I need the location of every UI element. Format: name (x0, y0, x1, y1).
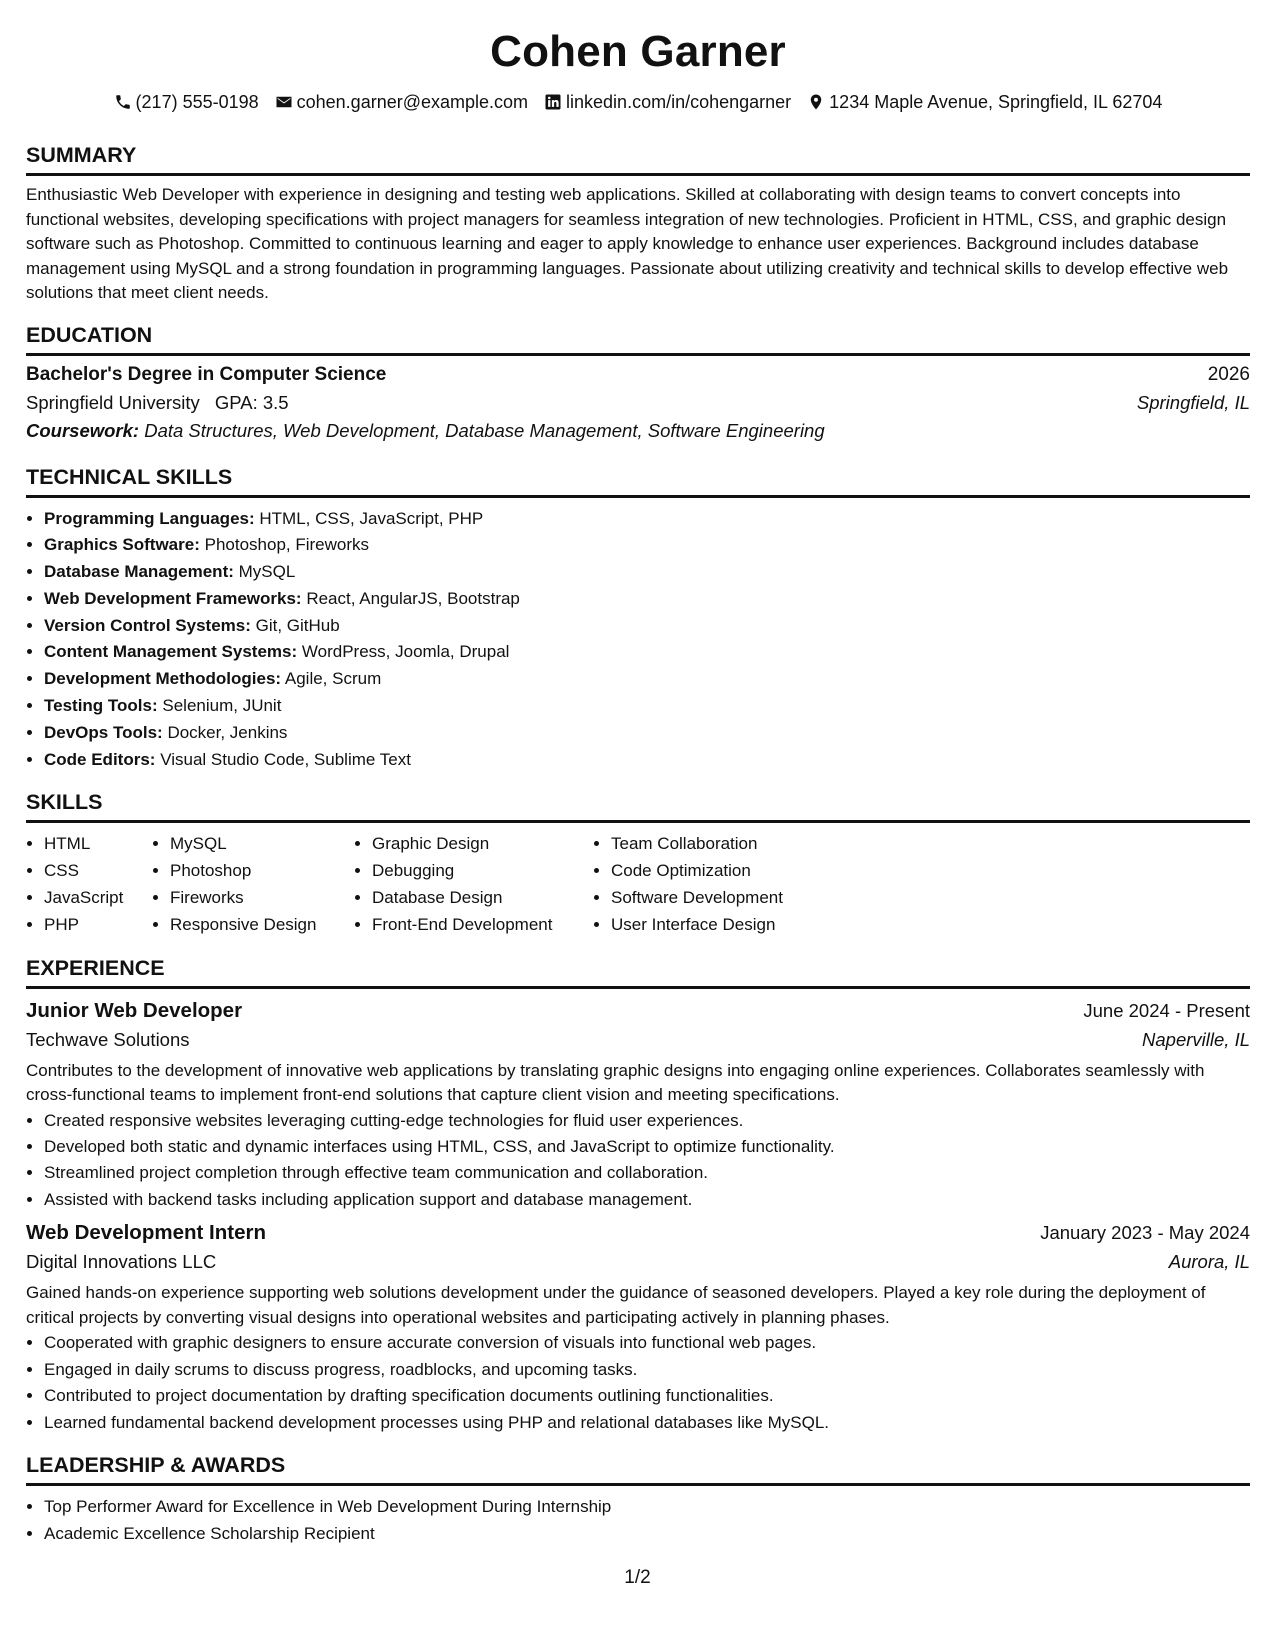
list-item: • MySQL (170, 831, 354, 858)
section-title-skills: SKILLS (26, 789, 1250, 823)
list-item (44, 559, 1250, 586)
list-item: • Front-End Development (372, 912, 593, 939)
list-item (44, 639, 1250, 666)
skill-value: HTML, CSS, JavaScript, PHP (259, 508, 484, 528)
summary-section (26, 142, 1250, 306)
list-item: • Software Development (611, 885, 851, 912)
list-item: • Fireworks (170, 885, 354, 912)
list-item: • Cooperated with graphic designers to ensure accurate conversion of visuals into functional web pages. (44, 1330, 1250, 1356)
job-entry (26, 1221, 1250, 1436)
job-dates: January 2023 - May 2024 (1040, 1222, 1250, 1244)
email-text: cohen.garner@example.com (296, 91, 529, 112)
phone-icon (114, 93, 132, 111)
skill-label: Graphics Software: (44, 535, 200, 555)
job-dates: June 2024 - Present (1083, 999, 1250, 1021)
linkedin-text: linkedin.com/in/cohengarner (566, 91, 792, 112)
list-item (44, 666, 1250, 693)
job-location: Aurora, IL (1168, 1251, 1250, 1273)
summary-text: Enthusiastic Web Developer with experience in designing and testing web applications. Skilled at collaborating with design teams to convert concepts into functional websites, developing specifications with project managers for seamless integration of new technologies. Proficient in HTML, CSS, and graphic design software such as Photoshop. Committed to continuous learning and eager to apply knowledge to enhance user experiences. Background includes database management using MySQL and a strong foundation in programming languages. Passionate about utilizing creativity and technical skills to develop effective web solutions that meet client needs. (26, 185, 1229, 302)
skills-column-4 (593, 831, 851, 938)
job-entry (26, 999, 1250, 1214)
skill-label: DevOps Tools: (44, 722, 163, 742)
list-item: • HTML (44, 831, 152, 858)
section-title-leadership: LEADERSHIP & AWARDS (26, 1452, 1250, 1486)
contact-linkedin[interactable] (544, 92, 791, 113)
contact-bar (26, 90, 1250, 114)
list-item: • Learned fundamental backend development processes using PHP and relational databases like MySQL. (44, 1410, 1250, 1436)
education-gpa: GPA: 3.5 (214, 391, 289, 413)
coursework-label: Coursework: (26, 419, 140, 441)
list-item: • Team Collaboration (611, 831, 851, 858)
technical-skills-section (26, 464, 1250, 774)
job-location: Naperville, IL (1142, 1028, 1250, 1050)
technical-skills-list (26, 506, 1250, 774)
job-bullets (26, 1330, 1250, 1436)
section-title-education: EDUCATION (26, 322, 1250, 356)
skill-label: Content Management Systems: (44, 642, 298, 662)
contact-address (807, 92, 1162, 113)
education-row-1 (26, 364, 1250, 386)
skills-column-2 (152, 831, 354, 938)
list-item: • Photoshop (170, 858, 354, 885)
list-item: • Debugging (372, 858, 593, 885)
job-title: Junior Web Developer (26, 998, 243, 1022)
skill-label: Programming Languages: (44, 508, 255, 528)
list-item: • JavaScript (44, 885, 152, 912)
list-item (44, 532, 1250, 559)
list-item: • Streamlined project completion through effective team communication and collaboration. (44, 1160, 1250, 1186)
list-item: • Top Performer Award for Excellence in Web Development During Internship (44, 1494, 1250, 1521)
education-school: Springfield University (26, 391, 200, 413)
job-bullets (26, 1108, 1250, 1214)
list-item: • Database Design (372, 885, 593, 912)
skills-column-3 (354, 831, 593, 938)
list-item: • Contributed to project documentation by drafting specification documents outlining functionalities. (44, 1383, 1250, 1409)
phone-text: (217) 555-0198 (135, 91, 259, 112)
job-description: Gained hands-on experience supporting web solutions development under the guidance of seasoned developers. Played a key role during the deployment of critical projects by converting visual designs into operational websites and participating actively in planning phases. (26, 1283, 1206, 1327)
contact-phone[interactable] (114, 92, 259, 113)
skill-label: Database Management: (44, 562, 234, 582)
leadership-list (26, 1494, 1250, 1548)
list-item: • Code Optimization (611, 858, 851, 885)
skills-section (26, 789, 1250, 938)
envelope-icon (275, 93, 293, 111)
skill-value: React, AngularJS, Bootstrap (306, 588, 520, 608)
job-header (26, 1221, 1250, 1245)
list-item: • Graphic Design (372, 831, 593, 858)
address-text: 1234 Maple Avenue, Springfield, IL 62704 (829, 91, 1163, 112)
education-location: Springfield, IL (1136, 391, 1250, 413)
skill-label: Development Methodologies: (44, 669, 282, 689)
page-number: 1/2 (624, 1567, 651, 1588)
contact-email[interactable] (275, 92, 528, 113)
list-item: • Assisted with backend tasks including application support and database management. (44, 1187, 1250, 1213)
skill-value: WordPress, Joomla, Drupal (301, 642, 510, 662)
list-item (44, 586, 1250, 613)
skill-value: Selenium, JUnit (162, 696, 282, 716)
list-item: • Created responsive websites leveraging cutting-edge technologies for fluid user experiences. (44, 1108, 1250, 1134)
list-item (44, 747, 1250, 774)
leadership-section (26, 1452, 1250, 1548)
job-subheader (26, 1251, 1250, 1273)
skill-value: Git, GitHub (255, 615, 340, 635)
list-item (44, 613, 1250, 640)
skill-value: Agile, Scrum (284, 669, 382, 689)
education-year: 2026 (1207, 363, 1250, 385)
section-title-experience: EXPERIENCE (26, 955, 1250, 989)
list-item: • Engaged in daily scrums to discuss progress, roadblocks, and upcoming tasks. (44, 1357, 1250, 1383)
resume-page (26, 0, 1250, 1548)
list-item: • User Interface Design (611, 912, 851, 939)
job-company: Techwave Solutions (26, 1028, 190, 1050)
education-row-2 (26, 392, 1250, 414)
skill-value: Photoshop, Fireworks (204, 535, 370, 555)
list-item: • CSS (44, 858, 152, 885)
list-item (44, 720, 1250, 747)
list-item (44, 693, 1250, 720)
coursework-list: Data Structures, Web Development, Database Management, Software Engineering (144, 419, 825, 441)
skill-label: Testing Tools: (44, 696, 158, 716)
section-title-summary: SUMMARY (26, 142, 1250, 176)
linkedin-icon (544, 93, 562, 111)
education-degree: Bachelor's Degree in Computer Science (26, 363, 387, 385)
skill-value: MySQL (238, 562, 296, 582)
section-title-technical-skills: TECHNICAL SKILLS (26, 464, 1250, 498)
list-item: • PHP (44, 912, 152, 939)
skill-label: Code Editors: (44, 749, 156, 769)
list-item (44, 506, 1250, 533)
map-pin-icon (807, 93, 825, 111)
skill-label: Web Development Frameworks: (44, 588, 302, 608)
candidate-name: Cohen Garner (490, 27, 786, 76)
skill-value: Visual Studio Code, Sublime Text (160, 749, 411, 769)
education-section (26, 322, 1250, 442)
skill-value: Docker, Jenkins (167, 722, 288, 742)
education-coursework (26, 420, 1250, 442)
job-title: Web Development Intern (26, 1221, 266, 1245)
job-subheader (26, 1029, 1250, 1051)
list-item: • Responsive Design (170, 912, 354, 939)
job-company: Digital Innovations LLC (26, 1251, 217, 1273)
list-item: • Developed both static and dynamic interfaces using HTML, CSS, and JavaScript to optimize functionality. (44, 1134, 1250, 1160)
experience-section (26, 955, 1250, 1436)
job-header (26, 999, 1250, 1023)
skill-label: Version Control Systems: (44, 615, 251, 635)
skills-column-1 (26, 831, 152, 938)
list-item: • Academic Excellence Scholarship Recipient (44, 1521, 1250, 1548)
skills-grid (26, 831, 1250, 938)
job-description: Contributes to the development of innovative web applications by translating graphic designs into engaging online experiences. Collaborates seamlessly with cross-functional teams to implement front-end solutions that capture client vision and meeting specifications. (26, 1060, 1205, 1105)
